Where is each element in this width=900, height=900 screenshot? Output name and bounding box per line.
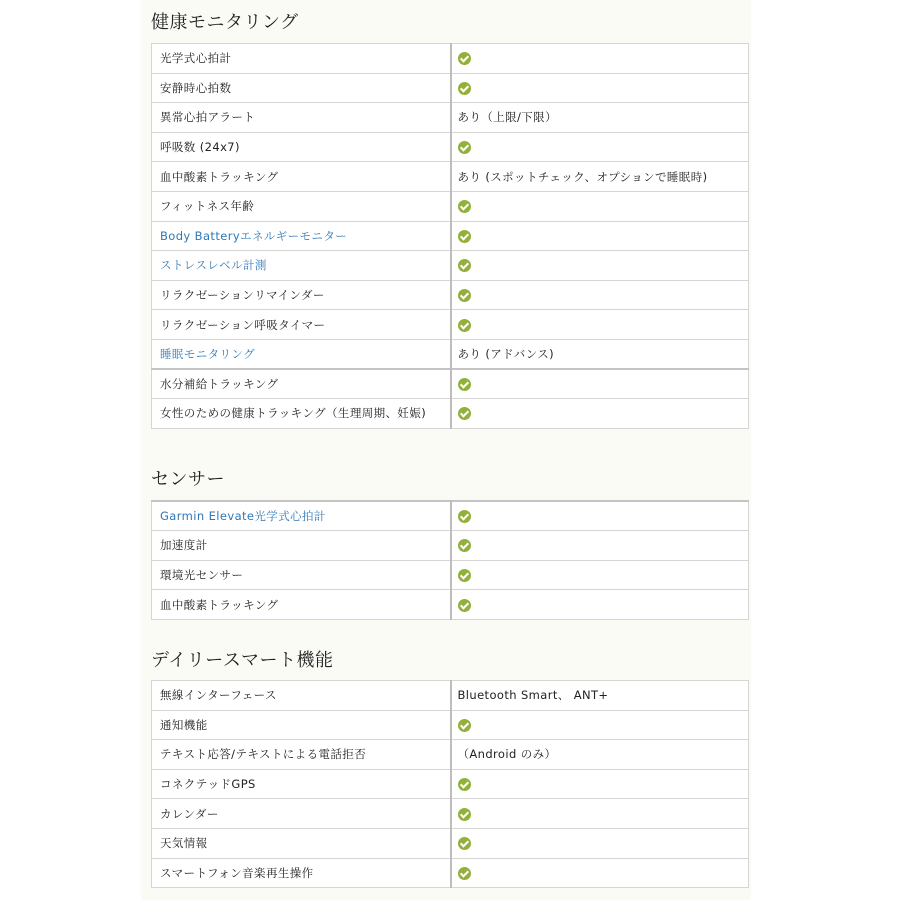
feature-value: Bluetooth Smart、 ANT+: [451, 681, 749, 711]
table-row: [152, 221, 749, 251]
feature-value: [451, 399, 749, 429]
feature-value: [451, 251, 749, 281]
feature-value: [451, 590, 749, 620]
sensors-table: [151, 500, 749, 620]
check-icon: [458, 808, 471, 821]
feature-value: [451, 531, 749, 561]
feature-value: [451, 369, 749, 399]
table-row: [152, 828, 749, 858]
table-row: [152, 369, 749, 399]
feature-label: リラクゼーションリマインダー: [152, 280, 451, 310]
feature-label: スマートフォン音楽再生操作: [152, 858, 451, 888]
check-icon: [458, 867, 471, 880]
table-row: [152, 73, 749, 103]
feature-label: 血中酸素トラッキング: [152, 162, 451, 192]
check-icon: [458, 778, 471, 791]
feature-value: [451, 310, 749, 340]
feature-label: 光学式心拍計: [152, 44, 451, 74]
feature-label: フィットネス年齢: [152, 191, 451, 221]
table-row: [152, 710, 749, 740]
table-row: [152, 799, 749, 829]
feature-cell: [152, 251, 451, 281]
table-row: [152, 740, 749, 770]
feature-label: 無線インターフェース: [152, 681, 451, 711]
feature-value: あり (スポットチェック、オプションで睡眠時): [451, 162, 749, 192]
feature-value: [451, 501, 749, 531]
stress-level-link[interactable]: ストレスレベル計測: [160, 258, 267, 273]
table-row: [152, 44, 749, 74]
feature-label: 加速度計: [152, 531, 451, 561]
check-icon: [458, 378, 471, 391]
feature-value: [451, 73, 749, 103]
table-row: [152, 132, 749, 162]
check-icon: [458, 259, 471, 272]
feature-label: 天気情報: [152, 828, 451, 858]
feature-value: [451, 828, 749, 858]
feature-value: あり（上限/下限）: [451, 103, 749, 133]
table-row: [152, 769, 749, 799]
garmin-elevate-link[interactable]: Garmin Elevate光学式心拍計: [160, 509, 326, 524]
feature-value: あり (アドバンス): [451, 339, 749, 369]
table-row: [152, 531, 749, 561]
check-icon: [458, 141, 471, 154]
feature-label: 安静時心拍数: [152, 73, 451, 103]
check-icon: [458, 719, 471, 732]
check-icon: [458, 82, 471, 95]
check-icon: [458, 837, 471, 850]
feature-label: 血中酸素トラッキング: [152, 590, 451, 620]
feature-value: [451, 858, 749, 888]
body-battery-link[interactable]: Body Batteryエネルギーモニター: [160, 228, 348, 243]
feature-value: [451, 132, 749, 162]
health-monitoring-table: [151, 43, 749, 429]
check-icon: [458, 599, 471, 612]
check-icon: [458, 569, 471, 582]
feature-label: 環境光センサー: [152, 560, 451, 590]
check-icon: [458, 230, 471, 243]
table-row: [152, 399, 749, 429]
table-row: [152, 251, 749, 281]
feature-value: [451, 799, 749, 829]
feature-label: 女性のための健康トラッキング（生理周期、妊娠): [152, 399, 451, 429]
section-title-health: 健康モニタリング: [151, 12, 299, 33]
feature-cell: [152, 221, 451, 251]
feature-label: コネクテッドGPS: [152, 769, 451, 799]
table-row: [152, 310, 749, 340]
table-row: [152, 103, 749, 133]
feature-value: [451, 221, 749, 251]
feature-value: [451, 560, 749, 590]
section-title-sensors: センサー: [151, 469, 225, 490]
table-row: [152, 858, 749, 888]
table-row: [152, 501, 749, 531]
table-row: [152, 280, 749, 310]
feature-value: [451, 710, 749, 740]
feature-cell: [152, 501, 451, 531]
feature-value: （Android のみ）: [451, 740, 749, 770]
sleep-monitoring-link[interactable]: 睡眠モニタリング: [160, 346, 255, 361]
feature-cell: [152, 339, 451, 369]
feature-label: リラクゼーション呼吸タイマー: [152, 310, 451, 340]
feature-label: 呼吸数 (24x7): [152, 132, 451, 162]
feature-label: 異常心拍アラート: [152, 103, 451, 133]
check-icon: [458, 407, 471, 420]
feature-label: 水分補給トラッキング: [152, 369, 451, 399]
daily-smart-table: [151, 680, 749, 888]
feature-label: テキスト応答/テキストによる電話拒否: [152, 740, 451, 770]
table-row: [152, 681, 749, 711]
check-icon: [458, 52, 471, 65]
feature-value: [451, 769, 749, 799]
table-row: [152, 590, 749, 620]
check-icon: [458, 510, 471, 523]
feature-value: [451, 191, 749, 221]
feature-label: カレンダー: [152, 799, 451, 829]
feature-label: 通知機能: [152, 710, 451, 740]
feature-value: [451, 44, 749, 74]
check-icon: [458, 289, 471, 302]
table-row: [152, 560, 749, 590]
section-title-daily-smart: デイリースマート機能: [151, 650, 334, 671]
check-icon: [458, 200, 471, 213]
table-row: [152, 339, 749, 369]
check-icon: [458, 539, 471, 552]
table-row: [152, 191, 749, 221]
feature-value: [451, 280, 749, 310]
check-icon: [458, 319, 471, 332]
table-row: [152, 162, 749, 192]
